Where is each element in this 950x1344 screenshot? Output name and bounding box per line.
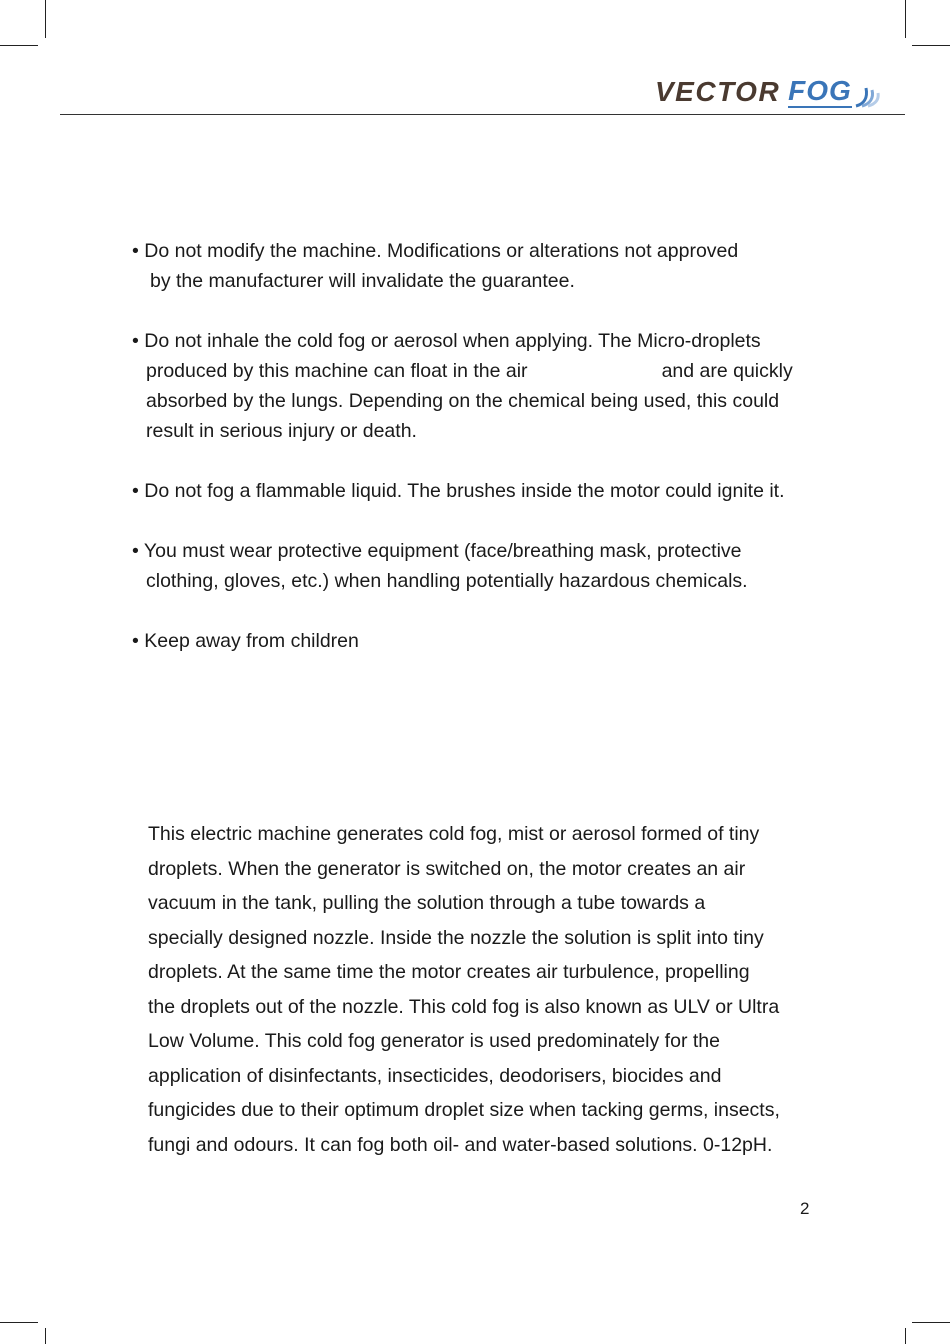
logo-word-vector: VECTOR xyxy=(655,76,781,107)
description-line: specially designed nozzle. Inside the nozzle the solution is split into tiny xyxy=(148,926,764,949)
description-line: droplets. When the generator is switched on, the motor creates an air xyxy=(148,857,746,880)
crop-mark-bottom-right-h xyxy=(912,1322,950,1323)
logo-swoosh-icon xyxy=(854,84,880,108)
warning-line: clothing, gloves, etc.) when handling potentially hazardous chemicals. xyxy=(146,570,748,592)
warning-line: Do not fog a flammable liquid. The brushes inside the motor could ignite it. xyxy=(144,480,785,502)
crop-mark-top-right-h xyxy=(912,45,950,46)
warning-line: absorbed by the lungs. Depending on the chemical being used, this could xyxy=(146,390,780,412)
warning-line: result in serious injury or death. xyxy=(146,420,417,442)
crop-mark-top-right-v xyxy=(905,0,906,38)
description-line: the droplets out of the nozzle. This cold fog is also known as ULV or Ultra xyxy=(148,995,780,1018)
description-line: This electric machine generates cold fog, mist or aerosol formed of tiny xyxy=(148,823,760,845)
bullet-symbol: • xyxy=(132,240,139,262)
crop-mark-top-left-v xyxy=(45,0,46,38)
warning-item xyxy=(132,626,852,656)
description-line: application of disinfectants, insecticides, deodorisers, biocides and xyxy=(148,1064,722,1087)
logo-word-fog: FOG xyxy=(788,75,852,106)
warning-line: and are quickly xyxy=(661,360,793,382)
warning-item xyxy=(132,236,852,296)
vector-fog-logo xyxy=(655,74,880,110)
warning-line: produced by this machine can float in the air xyxy=(146,360,528,382)
safety-warnings-list xyxy=(132,236,852,686)
bullet-symbol: • xyxy=(132,540,139,562)
bullet-symbol: • xyxy=(132,330,139,352)
warning-line: Do not modify the machine. Modifications or alterations not approved xyxy=(144,240,739,262)
description-line: Low Volume. This cold fog generator is used predominately for the xyxy=(148,1030,720,1052)
warning-item xyxy=(132,476,852,506)
crop-mark-bottom-left-v xyxy=(45,1328,46,1344)
warning-item xyxy=(132,326,852,446)
warning-line: by the manufacturer will invalidate the guarantee. xyxy=(150,270,575,292)
description-line: droplets. At the same time the motor creates air turbulence, propelling xyxy=(148,961,750,983)
page-number: 2 xyxy=(800,1199,810,1218)
warning-item xyxy=(132,536,852,596)
description-line: fungicides due to their optimum droplet size when tacking germs, insects, xyxy=(148,1099,780,1121)
warning-line: Keep away from children xyxy=(144,630,359,652)
warning-line: You must wear protective equipment (face/breathing mask, protective xyxy=(143,540,742,562)
description-line: vacuum in the tank, pulling the solution through a tube towards a xyxy=(148,892,706,914)
crop-mark-bottom-left-h xyxy=(0,1322,38,1323)
description-line: fungi and odours. It can fog both oil- and water-based solutions. 0-12pH. xyxy=(148,1133,773,1156)
machine-description xyxy=(148,817,828,1162)
crop-mark-bottom-right-v xyxy=(905,1328,906,1344)
header-rule xyxy=(60,114,905,115)
bullet-symbol: • xyxy=(132,630,139,652)
bullet-symbol: • xyxy=(132,480,139,502)
crop-mark-top-left-h xyxy=(0,45,38,46)
warning-line: Do not inhale the cold fog or aerosol when applying. The Micro-droplets xyxy=(144,330,761,352)
